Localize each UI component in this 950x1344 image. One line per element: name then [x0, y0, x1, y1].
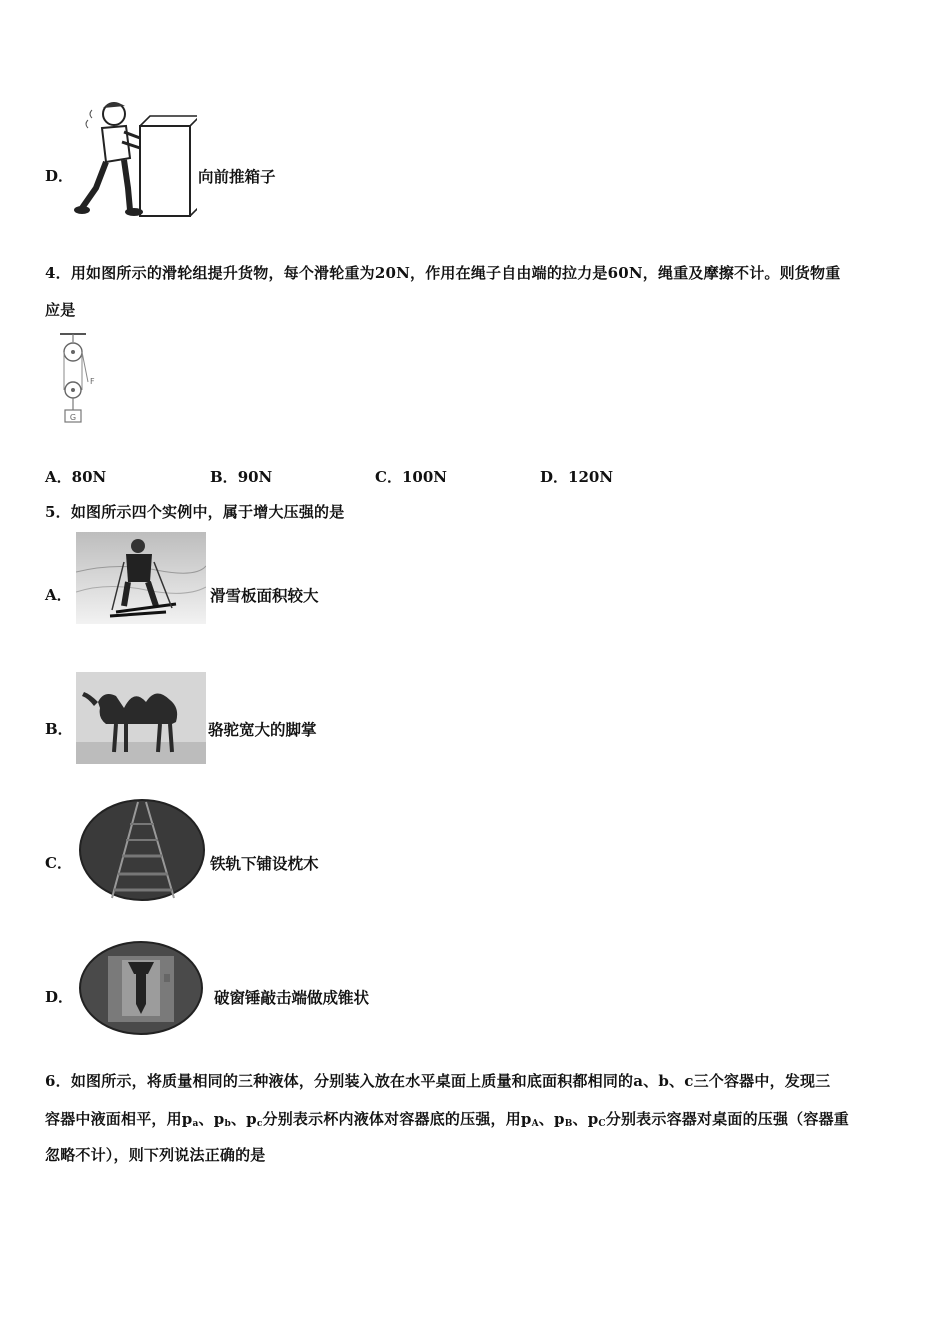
- q6-line2: 容器中液面相平，用$p_a$、$p_b$、$p_c$分别表示杯内液体对容器底的压强，用$p_A$、$p_B$、$p_C$分别表示容器对桌面的压强（容器重: [45, 1110, 849, 1129]
- q5-option-d-caption: 破窗锤敲击端做成锥状: [214, 988, 370, 1007]
- q4-option-a: A．80N: [45, 468, 107, 486]
- q5-option-c-caption: 铁轨下铺设枕木: [210, 854, 319, 873]
- q4-option-d: D．120N: [540, 468, 614, 486]
- pulley-force-label: F: [90, 377, 95, 386]
- q3-option-d-label: D．: [45, 167, 74, 185]
- q4-option-b: B．90N: [210, 468, 273, 486]
- q5-option-d-label: D．: [45, 988, 74, 1006]
- q5-option-a-label: A．: [45, 586, 72, 604]
- q3-option-d-caption: 向前推箱子: [198, 167, 276, 186]
- q4-stem-line1: 4．用如图所示的滑轮组提升货物，每个滑轮重为20N，作用在绳子自由端的拉力是60N，绳重及摩擦不计。则货物重: [45, 264, 841, 282]
- q6-line1: 6．如图所示，将质量相同的三种液体，分别装入放在水平桌面上质量和底面积都相同的a、b、c三个容器中，发现三: [45, 1072, 831, 1090]
- boy-pushing-box-figure: [72, 96, 197, 220]
- q4-stem-line2: 应是: [45, 301, 76, 319]
- railway-photo: [78, 798, 206, 902]
- safety-hammer-photo: [78, 940, 204, 1036]
- q5-option-c-label: C．: [45, 854, 72, 872]
- camel-photo: [76, 672, 206, 764]
- q5-option-a-caption: 滑雪板面积较大: [210, 586, 319, 605]
- q5-option-b-label: B．: [45, 720, 73, 738]
- q5-stem: 5．如图所示四个实例中，属于增大压强的是: [45, 503, 345, 521]
- q4-option-c: C．100N: [375, 468, 447, 486]
- pulley-system-figure: [52, 330, 112, 430]
- skier-photo: [76, 532, 206, 624]
- q6-line3: 忽略不计），则下列说法正确的是: [45, 1146, 266, 1164]
- pulley-load-label: G: [69, 413, 77, 422]
- q5-option-b-caption: 骆驼宽大的脚掌: [208, 720, 317, 739]
